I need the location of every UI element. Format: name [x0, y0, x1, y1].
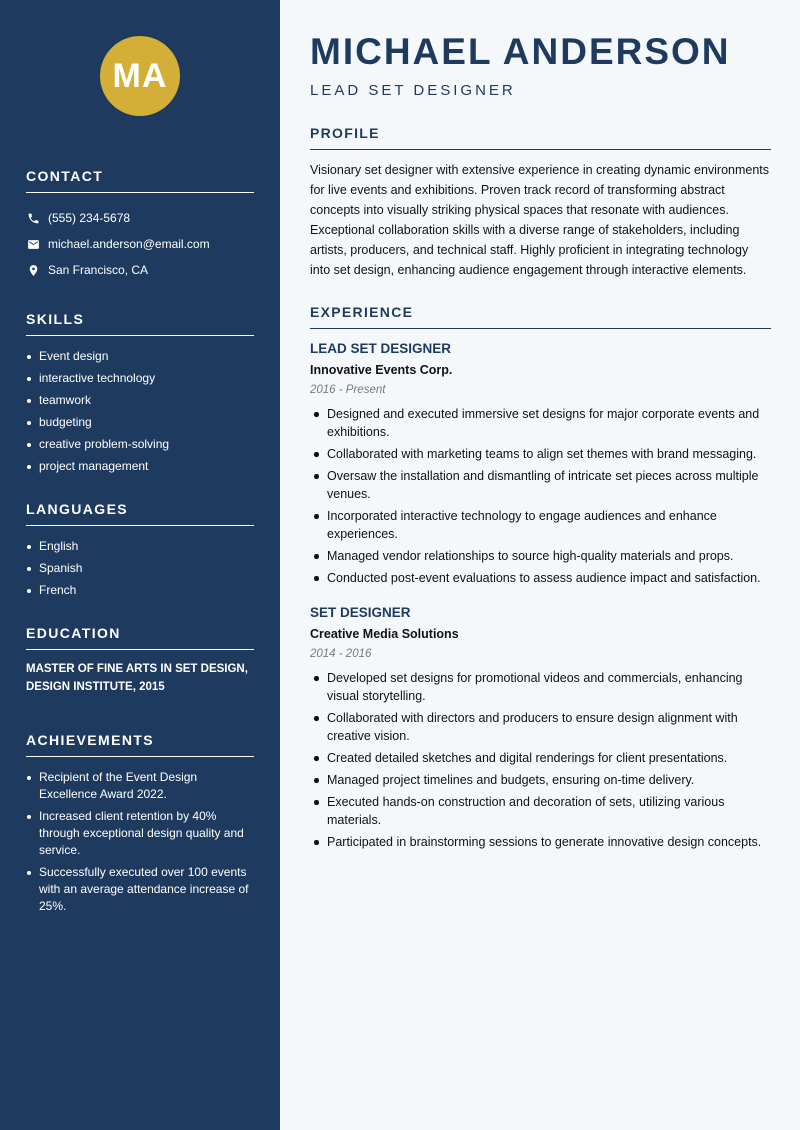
duty-item: Developed set designs for promotional videos and commercials, enhancing visual storytelling. [310, 669, 771, 705]
duty-item: Managed vendor relationships to source high-quality materials and props. [310, 547, 771, 565]
job-period: 2014 - 2016 [310, 648, 372, 660]
languages-list [26, 538, 254, 599]
duty-item: Designed and executed immersive set designs for major corporate events and exhibitions. [310, 405, 771, 441]
duty-item: Managed project timelines and budgets, ensuring on-time delivery. [310, 771, 771, 789]
achievements-list [26, 769, 254, 915]
duty-item: Conducted post-event evaluations to assess audience impact and satisfaction. [310, 569, 771, 587]
profile-text: Visionary set designer with extensive experience in creating dynamic environments for live events and exhibitions. Proven track record of transforming abstract concepts into visually striking physical spaces that resonate with audiences. Exceptional collaboration skills with a diverse range of stakeholders, including artists, producers, and technical staff. Highly proficient in integrating technology into set design, enhancing audience engagement through interactive elements. [310, 163, 770, 277]
contact-phone [26, 205, 254, 231]
education-heading: EDUCATION [26, 625, 254, 650]
job-company: Creative Media Solutions [310, 627, 459, 641]
job-title: SET DESIGNER [310, 605, 411, 620]
skills-heading: SKILLS [26, 311, 254, 336]
duty-item: Collaborated with marketing teams to align set themes with brand messaging. [310, 445, 771, 463]
achievement-item: Increased client retention by 40% through exceptional design quality and service. [26, 808, 254, 859]
contact-phone-text[interactable]: (555) 234-5678 [48, 211, 131, 225]
skill-item: teamwork [26, 392, 254, 409]
job-entry [310, 341, 771, 587]
profile-section [310, 125, 771, 280]
duty-item: Created detailed sketches and digital renderings for client presentations. [310, 749, 771, 767]
contact-email-text[interactable]: michael.anderson@email.com [48, 237, 210, 251]
candidate-name: MICHAEL ANDERSON [310, 31, 731, 72]
skill-item: creative problem-solving [26, 436, 254, 453]
contact-location-text: San Francisco, CA [48, 263, 149, 277]
skills-list [26, 348, 254, 475]
duty-item: Oversaw the installation and dismantling of intricate set pieces across multiple venues. [310, 467, 771, 503]
achievements-heading: ACHIEVEMENTS [26, 732, 254, 757]
sidebar [0, 0, 280, 1130]
duty-item: Participated in brainstorming sessions to generate innovative design concepts. [310, 833, 771, 851]
location-icon [26, 263, 40, 277]
education-section [26, 625, 254, 696]
languages-section [26, 501, 254, 599]
skills-section [26, 311, 254, 475]
contact-section [26, 168, 254, 283]
email-icon [26, 237, 40, 251]
avatar [100, 36, 180, 116]
profile-heading: PROFILE [310, 125, 771, 150]
skill-item: project management [26, 458, 254, 475]
candidate-role: LEAD SET DESIGNER [310, 82, 516, 99]
job-entry [310, 605, 771, 851]
skill-item: Event design [26, 348, 254, 365]
achievements-section [26, 732, 254, 915]
duty-item: Executed hands-on construction and decoration of sets, utilizing various materials. [310, 793, 771, 829]
language-item: English [26, 538, 254, 555]
job-duties [310, 669, 771, 851]
job-title: LEAD SET DESIGNER [310, 341, 452, 356]
duty-item: Incorporated interactive technology to engage audiences and enhance experiences. [310, 507, 771, 543]
phone-icon [26, 211, 40, 225]
achievement-item: Successfully executed over 100 events with an average attendance increase of 25%. [26, 864, 254, 915]
language-item: Spanish [26, 560, 254, 577]
language-item: French [26, 582, 254, 599]
achievement-item: Recipient of the Event Design Excellence Award 2022. [26, 769, 254, 803]
contact-location [26, 257, 254, 283]
job-period: 2016 - Present [310, 384, 386, 396]
contact-list [26, 205, 254, 283]
skill-item: interactive technology [26, 370, 254, 387]
contact-email [26, 231, 254, 257]
education-degree: MASTER OF FINE ARTS IN SET DESIGN, DESIGN INSTITUTE, 2015 [26, 663, 248, 693]
avatar-initials: MA [112, 56, 168, 95]
job-company: Innovative Events Corp. [310, 363, 453, 377]
job-duties [310, 405, 771, 587]
contact-heading: CONTACT [26, 168, 254, 193]
main-content [310, 30, 771, 855]
experience-heading: EXPERIENCE [310, 304, 771, 329]
duty-item: Collaborated with directors and producers to ensure design alignment with creative vision. [310, 709, 771, 745]
languages-heading: LANGUAGES [26, 501, 254, 526]
experience-section [310, 304, 771, 851]
skill-item: budgeting [26, 414, 254, 431]
